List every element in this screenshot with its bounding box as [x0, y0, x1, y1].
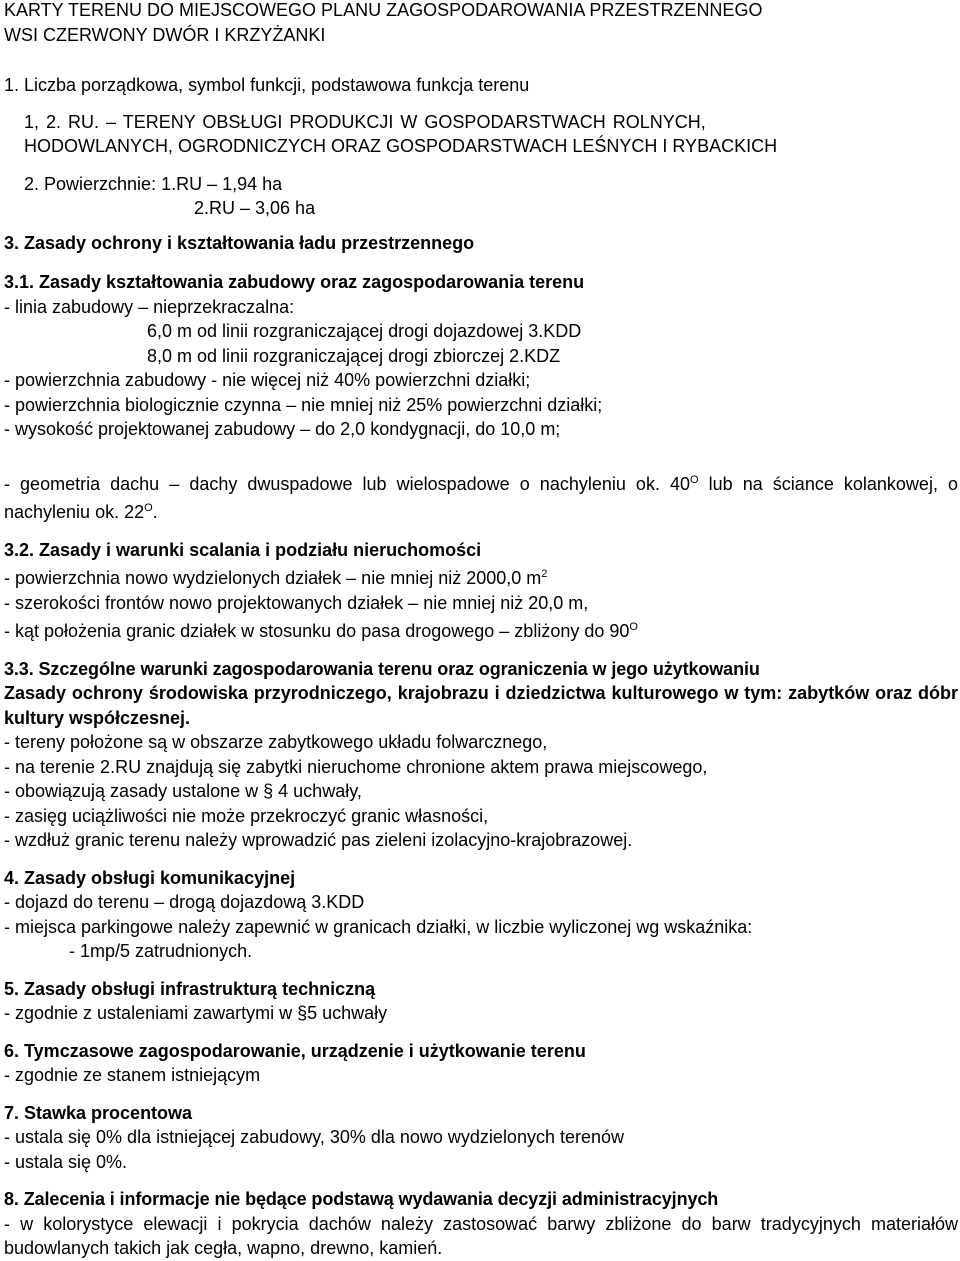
- section-4-line: - 1mp/5 zatrudnionych.: [69, 941, 253, 961]
- section-4-line: - dojazd do terenu – drogą dojazdową 3.KDD: [4, 892, 365, 912]
- section-3-2-line: - szerokości frontów nowo projektowanych działek – nie mniej niż 20,0 m,: [4, 592, 589, 613]
- section-3-3-line: - wzdłuż granic terenu należy wprowadzić pas zieleni izolacyjno-krajobrazowej.: [4, 830, 633, 850]
- section-3-1-line: - wysokość projektowanej zabudowy – do 2,0 kondygnacji, do 10,0 m;: [4, 419, 561, 439]
- section-1-function-line-1: 1, 2. RU. – TERENY OBSŁUGI PRODUKCJI W GOSPODARSTWACH ROLNYCH,: [24, 111, 706, 132]
- roof-text-part-3: .: [152, 502, 158, 522]
- square-sup: 2: [541, 568, 548, 580]
- section-3-1-heading: 3.1. Zasady kształtowania zabudowy oraz zagospodarowania terenu: [4, 272, 585, 292]
- section-7-line: - ustala się 0%.: [4, 1151, 128, 1172]
- section-4-line: - miejsca parkingowe należy zapewnić w granicach działki, w liczbie wyliczonej wg wskaźnika:: [4, 916, 753, 937]
- section-6-heading: 6. Tymczasowe zagospodarowanie, urządzenie i użytkowanie terenu: [4, 1040, 586, 1061]
- section-1-function-line-2: HODOWLANYCH, OGRODNICZYCH ORAZ GOSPODARSTWACH LEŚNYCH I RYBACKICH: [24, 136, 778, 156]
- section-3-3-line: - tereny położone są w obszarze zabytkowego układu folwarcznego,: [4, 732, 548, 752]
- section-3-2-line-text: - powierzchnia nowo wydzielonych działek – nie mniej niż 2000,0 m: [4, 568, 542, 588]
- section-3-2-line: [4, 615, 958, 644]
- section-3-2-line-text: - kąt położenia granic działek w stosunku do pasa drogowego – zbliżony do 90: [4, 621, 630, 641]
- section-7-heading: 7. Stawka procentowa: [4, 1102, 193, 1123]
- document-title-line-2: WSI CZERWONY DWÓR I KRZYŻANKI: [4, 24, 326, 45]
- section-3-1-line: 6,0 m od linii rozgraniczającej drogi dojazdowej 3.KDD: [147, 321, 582, 341]
- section-3-heading: 3. Zasady ochrony i kształtowania ładu przestrzennego: [4, 232, 475, 253]
- section-3-1-line: - powierzchnia zabudowy - nie więcej niż 40% powierzchni działki;: [4, 370, 531, 390]
- section-3-3-line: - obowiązują zasady ustalone w § 4 uchwały,: [4, 781, 362, 801]
- roof-text-part-1: - geometria dachu – dachy dwuspadowe lub wielospadowe o nachyleniu ok. 40: [4, 473, 691, 494]
- document-title-line-1: KARTY TERENU DO MIEJSCOWEGO PLANU ZAGOSPODAROWANIA PRZESTRZENNEGO: [4, 0, 763, 20]
- degree-sup: O: [690, 473, 699, 486]
- section-5-heading: 5. Zasady obsługi infrastrukturą techniczną: [4, 978, 376, 999]
- section-3-3-line: - na terenie 2.RU znajdują się zabytki nieruchome chronione aktem prawa miejscowego,: [4, 756, 708, 777]
- section-2-area-line-1: 2. Powierzchnie: 1.RU – 1,94 ha: [24, 173, 283, 194]
- section-3-3-line: - zasięg uciążliwości nie może przekroczyć granic własności,: [4, 805, 489, 826]
- section-3-2-line: [4, 562, 958, 591]
- degree-sup: O: [144, 502, 153, 514]
- section-2-area-line-2: 2.RU – 3,06 ha: [194, 198, 316, 218]
- section-1-heading: 1. Liczba porządkowa, symbol funkcji, podstawowa funkcja terenu: [4, 75, 530, 95]
- section-3-1-line: - linia zabudowy – nieprzekraczalna:: [4, 296, 295, 317]
- section-4-heading: 4. Zasady obsługi komunikacyjnej: [4, 867, 296, 888]
- section-8-heading: 8. Zalecenia i informacje nie będące podstawą wydawania decyzji administracyjnych: [4, 1189, 719, 1209]
- section-8-line: - w kolorystyce elewacji i pokrycia dachów należy zastosować barwy zbliżone do barw tradycyjnych materiałów budowlanych takich jak cegła, wapno, drewno, kamień.: [4, 1213, 958, 1258]
- section-3-1-line: - powierzchnia biologicznie czynna – nie mniej niż 25% powierzchni działki;: [4, 394, 603, 415]
- section-7-line: - ustala się 0% dla istniejącej zabudowy, 30% dla nowo wydzielonych terenów: [4, 1127, 625, 1147]
- degree-sup: O: [629, 621, 638, 633]
- section-3-1-line: 8,0 m od linii rozgraniczającej drogi zbiorczej 2.KDZ: [147, 345, 561, 366]
- section-3-3-heading: 3.3. Szczególne warunki zagospodarowania terenu oraz ograniczenia w jego użytkowaniu: [4, 658, 760, 679]
- section-3-1-roof-geometry: [4, 468, 958, 525]
- section-5-line: - zgodnie z ustaleniami zawartymi w §5 uchwały: [4, 1003, 388, 1023]
- section-3-2-heading: 3.2. Zasady i warunki scalania i podziału nieruchomości: [4, 539, 482, 560]
- roof-text-part-2: lub na ściance kolankowej, o nachyleniu ok. 22: [4, 473, 959, 522]
- section-3-3-subheading: Zasady ochrony środowiska przyrodniczego, krajobrazu i dziedzictwa kulturowego w tym: zabytków oraz dóbr kultury współczesnej.: [4, 683, 958, 728]
- section-6-line: - zgodnie ze stanem istniejącym: [4, 1065, 261, 1085]
